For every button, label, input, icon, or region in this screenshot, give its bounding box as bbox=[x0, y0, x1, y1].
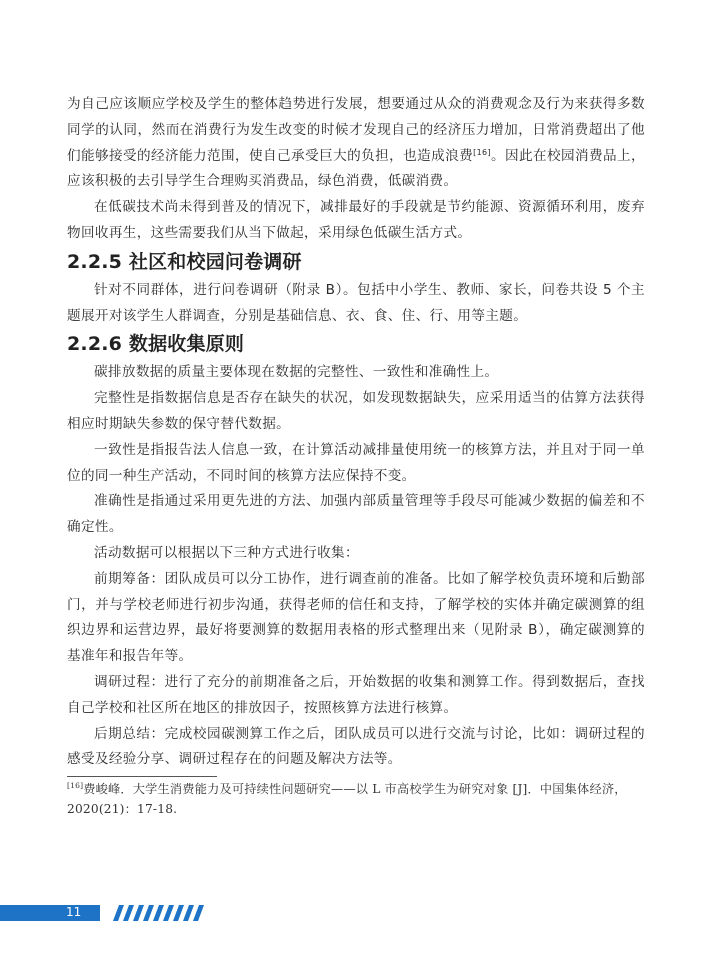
footnote-text: 费峻峰．大学生消费能力及可持续性问题研究——以 L 市高校学生为研究对象 [J]．中国集体经济，2020(21)：17-18. bbox=[67, 782, 627, 817]
citation-mark: [16] bbox=[473, 147, 491, 157]
paragraph-text: 为自己应该顺应学校及学生的整体趋势进行发展，想要通过从众的消费观念及行为来获得多数同学的认同，然而在消费行为发生改变的时候才发现自己的经济压力增加，日常消费超出了他们能够接受的经济能力范围，使自己承受巨大的负担，也造成浪费 bbox=[67, 96, 645, 164]
section-heading-2-2-6: 2.2.6 数据收集原则 bbox=[67, 333, 245, 356]
paragraph: 在低碳技术尚未得到普及的情况下，减排最好的手段就是节约能源、资源循环利用，废弃物回收再生，这些需要我们从当下做起，采用绿色低碳生活方式。 bbox=[67, 199, 645, 241]
page-number: 11 bbox=[66, 905, 82, 919]
paragraph: 碳排放数据的质量主要体现在数据的完整性、一致性和准确性上。 bbox=[94, 364, 499, 381]
paragraph: 完整性是指数据信息是否存在缺失的状况，如发现数据缺失，应采用适当的估算方法获得相应时期缺失参数的保守替代数据。 bbox=[67, 390, 645, 432]
paragraph: 调研过程：进行了充分的前期准备之后，开始数据的收集和测算工作。得到数据后，查找自己学校和社区所在地区的排放因子，按照核算方法进行核算。 bbox=[67, 673, 645, 716]
paragraph: 针对不同群体，进行问卷调研（附录 B）。包括中小学生、教师、家长，问卷共设 5 个主题展开对该学生人群调查，分别是基础信息、衣、食、住、行、用等主题。 bbox=[67, 281, 645, 324]
paragraph: 后期总结：完成校园碳测算工作之后，团队成员可以进行交流与讨论，比如：调研过程的感受及经验分享、调研过程存在的问题及解决方法等。 bbox=[67, 725, 645, 768]
paragraph-text: 。因此在校园消费品上，应该积极的去引导学生合理购买消费品，绿色消费，低碳消费。 bbox=[67, 147, 645, 190]
footnote-mark: [16] bbox=[67, 781, 84, 791]
paragraph: 活动数据可以根据以下三种方式进行收集： bbox=[94, 544, 359, 561]
paragraph: 前期筹备：团队成员可以分工协作，进行调查前的准备。比如了解学校负责环境和后勤部门，并与学校老师进行初步沟通，获得老师的信任和支持，了解学校的实体并确定碳测算的组织边界和运营边界，最好将要测算的数据用表格的形式整理出来（见附录 B），确定碳测算的基准年和报告年等。 bbox=[67, 570, 645, 665]
paragraph-continued bbox=[67, 92, 645, 195]
decorative-stripes-icon bbox=[113, 905, 205, 921]
paragraph: 准确性是指通过采用更先进的方法、加强内部质量管理等手段尽可能减少数据的偏差和不确定性。 bbox=[67, 493, 645, 536]
body-content bbox=[67, 92, 645, 819]
section-heading-2-2-5: 2.2.5 社区和校园问卷调研 bbox=[67, 250, 302, 273]
footnote bbox=[67, 779, 645, 819]
paragraph: 一致性是指报告法人信息一致，在计算活动减排量使用统一的核算方法，并且对于同一单位的同一种生产活动，不同时间的核算方法应保持不变。 bbox=[67, 441, 645, 484]
page-number-band bbox=[0, 905, 100, 921]
footnote-divider bbox=[67, 776, 217, 777]
